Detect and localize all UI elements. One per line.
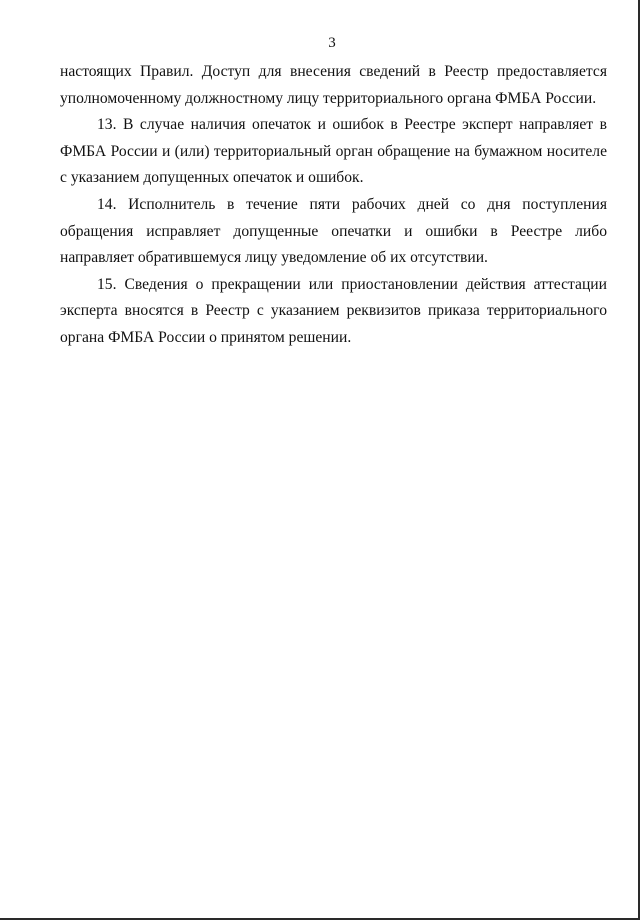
paragraph-15: 15. Сведения о прекращении или приостановлении действия аттестации эксперта вносятся в Реестр с указанием реквизитов приказа территориального органа ФМБА России о принятом решении.: [60, 275, 607, 346]
paragraph-14: 14. Исполнитель в течение пяти рабочих дней со дня поступления обращения исправляет допущенные опечатки и ошибки в Реестре либо направляет обратившемуся лицу уведомление об их отсутствии.: [60, 195, 607, 267]
document-body: [60, 59, 607, 352]
page-number: 3: [328, 35, 336, 51]
paragraph-continuation: настоящих Правил. Доступ для внесения сведений в Реестр предоставляется уполномоченному должностному лицу территориального органа ФМБА России.: [60, 63, 607, 107]
paragraph-13: 13. В случае наличия опечаток и ошибок в Реестре эксперт направляет в ФМБА России и (или) территориальный орган обращение на бумажном носителе с указанием допущенных опечаток и ошибок.: [60, 116, 607, 187]
